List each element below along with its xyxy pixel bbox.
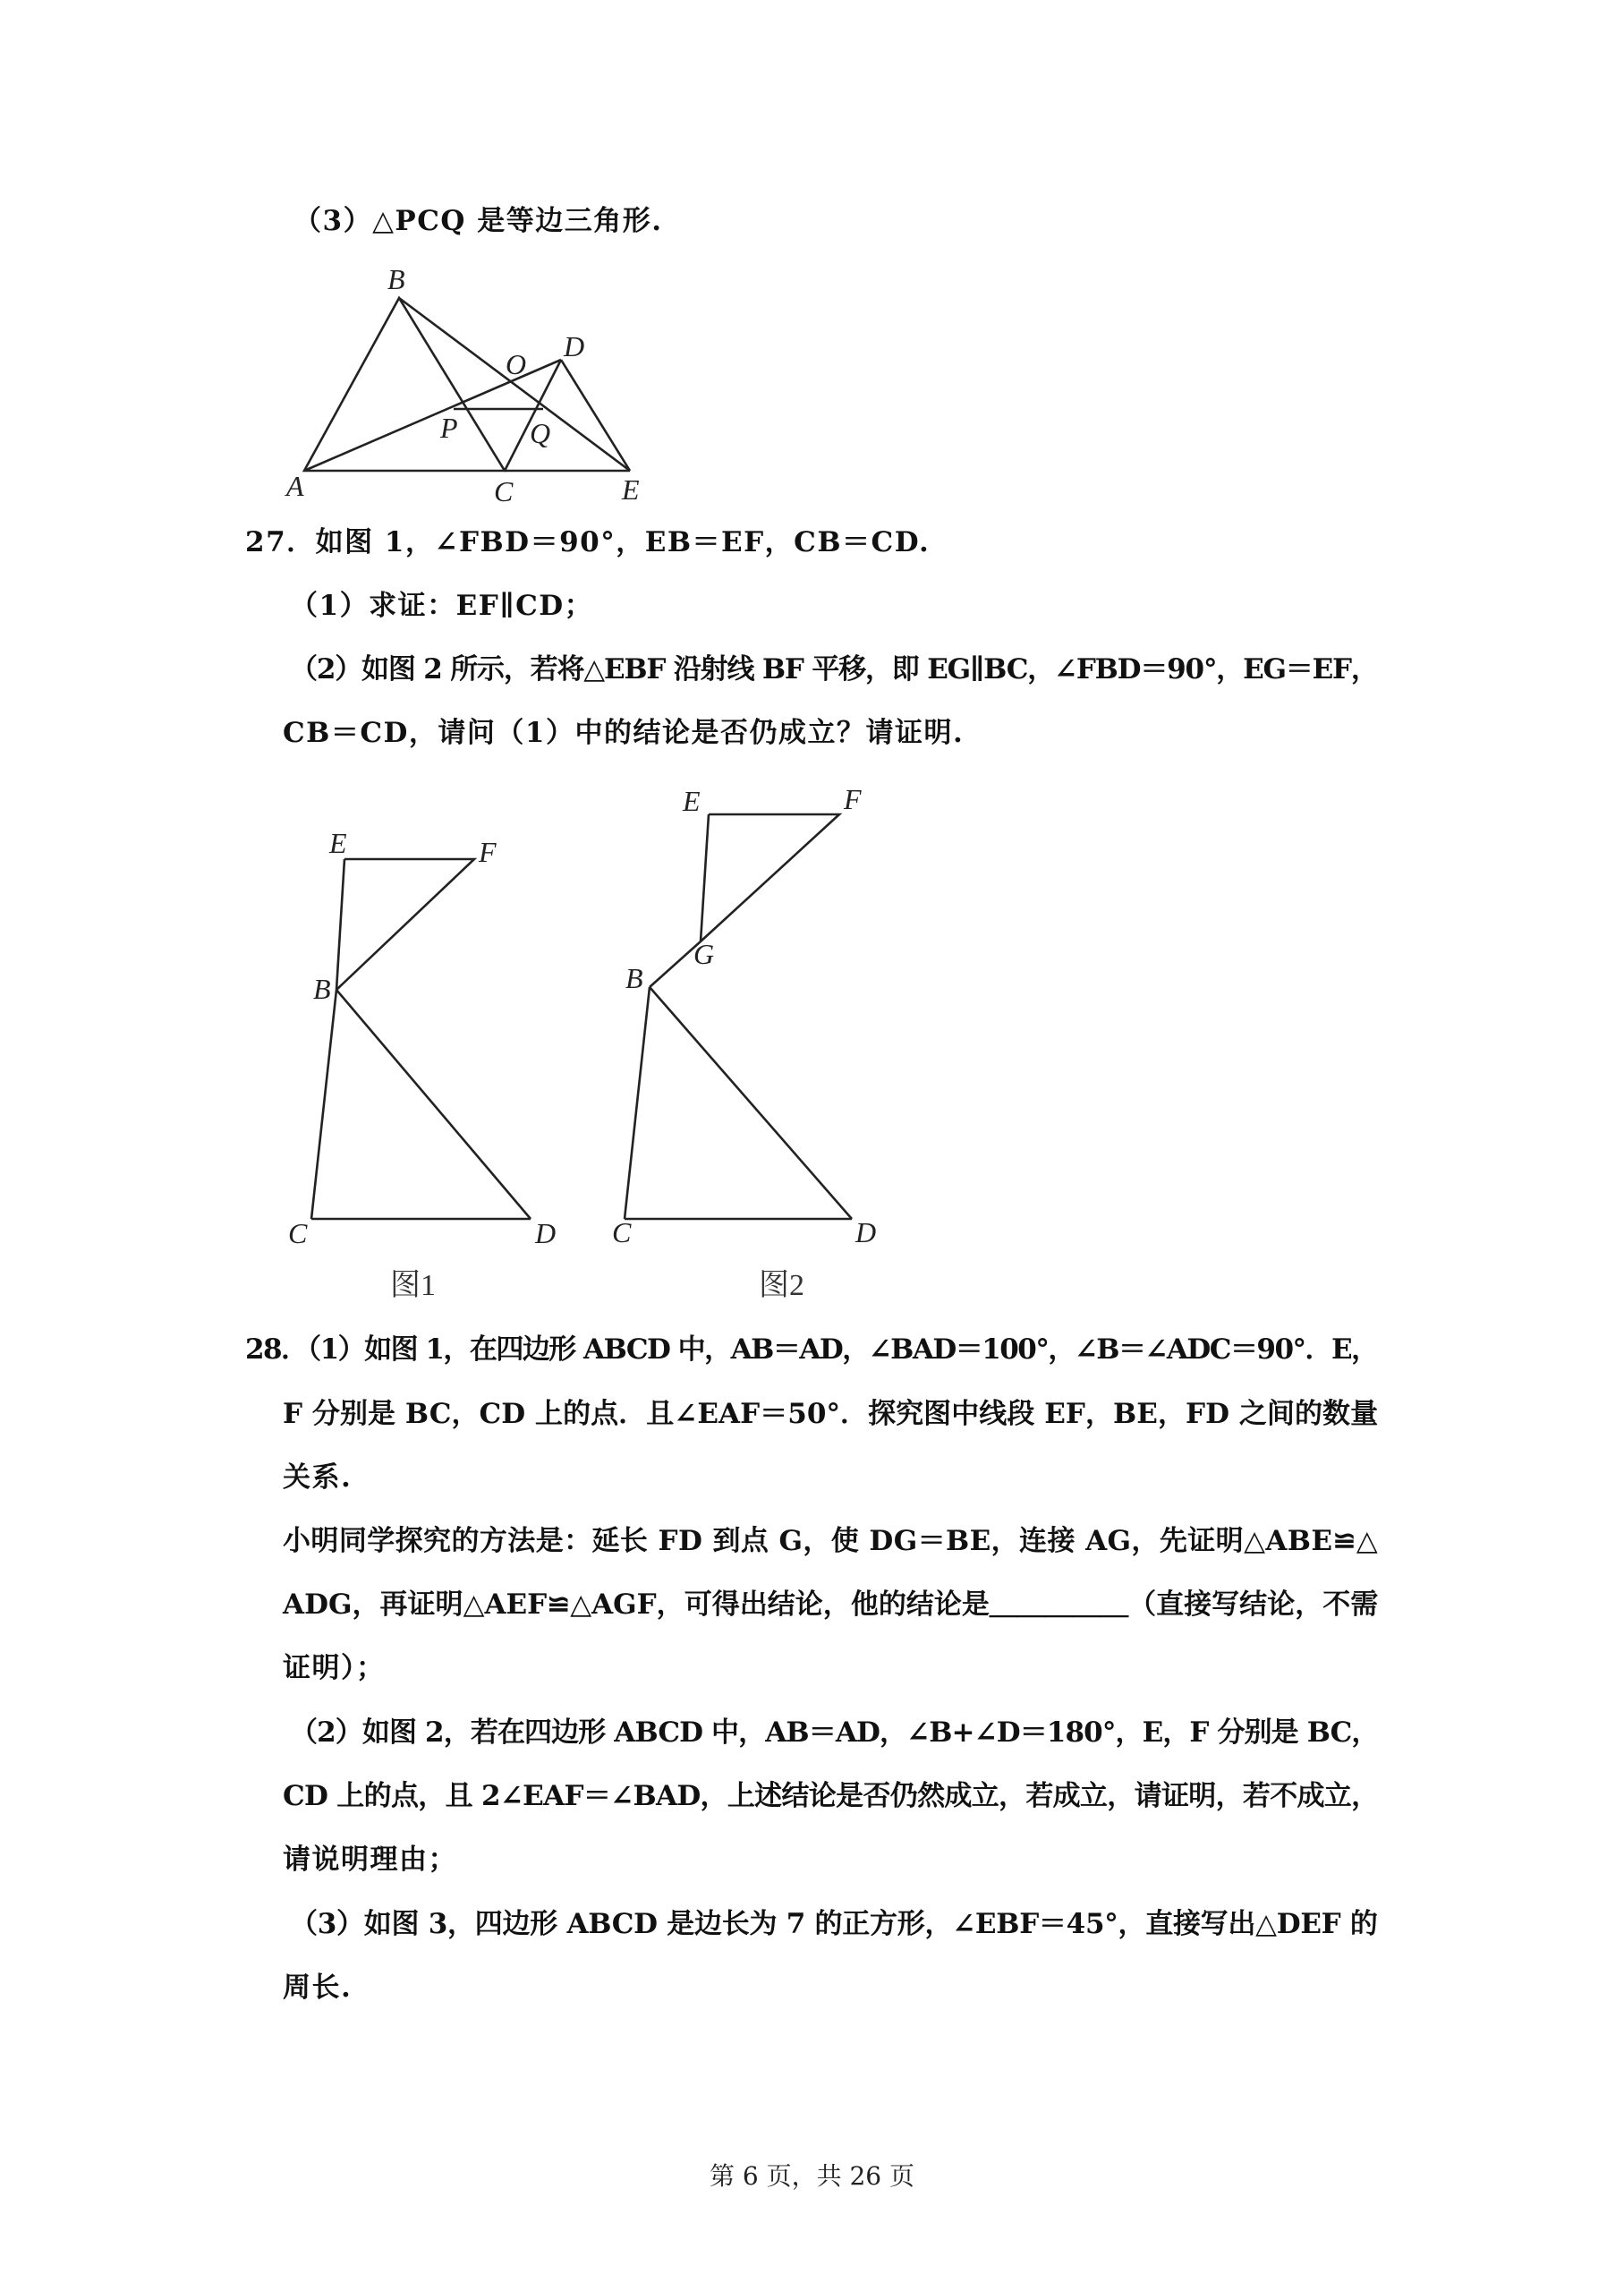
segment-eb [336, 859, 344, 990]
segment-bc [625, 987, 650, 1219]
text-line: CB＝CD，请问（1）中的结论是否仍成立？请证明. [283, 717, 965, 749]
label-o: O [506, 348, 527, 380]
label-b: B [313, 973, 331, 1005]
label-f: F [844, 783, 862, 815]
path-e-f-g [701, 814, 839, 941]
text-line: ADG，再证明△AEF≌△AGF，可得出结论，他的结论是＿＿＿＿＿（直接写结论，不需 [283, 1588, 1379, 1621]
label-e: E [329, 827, 347, 859]
label-d: D [564, 330, 585, 362]
text-line: （2）如图 2 所示，若将△EBF 沿射线 BF 平移，即 EG∥BC，∠FBD＝90°，EG＝EF， [290, 653, 1378, 686]
figure-1 [268, 823, 591, 1253]
label-b: B [625, 962, 643, 994]
text-line: （2）如图 2，若在四边形 ABCD 中，AB＝AD，∠B+∠D＝180°，E，F 分别是 BC， [290, 1716, 1379, 1749]
text-line: F 分别是 BC，CD 上的点．且∠EAF＝50°．探究图中线段 EF，BE，FD 之间的数量 [283, 1398, 1379, 1430]
question-28-heading: 28．（1）如图 1，在四边形 ABCD 中，AB＝AD，∠BAD＝100°，∠B＝∠ADC＝90°．E， [245, 1333, 1378, 1366]
text-line: （1）求证：EF∥CD； [290, 590, 594, 622]
label-c: C [612, 1216, 632, 1248]
label-g: G [693, 938, 715, 970]
text-line: 关系. [283, 1461, 353, 1494]
label-e: E [622, 473, 640, 506]
question-27-heading: 27．如图 1，∠FBD＝90°，EB＝EF，CB＝CD. [245, 526, 931, 558]
page-footer: 第 6 页，共 26 页 [709, 2161, 915, 2191]
label-q: Q [530, 417, 551, 449]
segment-bd [650, 987, 852, 1219]
figure-1-caption: 图1 [390, 1269, 436, 1302]
label-p: P [440, 412, 458, 444]
figure-triangle-pcq [268, 260, 680, 510]
text-line: 请说明理由； [283, 1844, 457, 1876]
text-line: 小明同学探究的方法是：延长 FD 到点 G，使 DG＝BE，连接 AG，先证明△ABE≌△ [283, 1525, 1379, 1557]
label-d: D [535, 1217, 557, 1249]
segment-bd [336, 990, 531, 1219]
segment-de [561, 360, 630, 471]
figure-2-caption: 图2 [759, 1269, 804, 1302]
label-d: D [855, 1216, 877, 1248]
text-line: （3）如图 3，四边形 ABCD 是边长为 7 的正方形，∠EBF＝45°，直接写出△DEF 的 [290, 1908, 1378, 1940]
label-c: C [288, 1217, 308, 1249]
figure-2 [591, 779, 913, 1248]
text-line: 周长. [283, 1972, 353, 2004]
label-e: E [683, 785, 701, 817]
label-c: C [494, 475, 514, 507]
label-f: F [479, 836, 497, 868]
segment-bc [311, 990, 336, 1219]
text-line: （3）△PCQ 是等边三角形. [293, 205, 663, 237]
text-line: 证明）； [283, 1652, 386, 1684]
text-line: CD 上的点，且 2∠EAF＝∠BAD，上述结论是否仍然成立，若成立，请证明，若不成立， [283, 1780, 1379, 1812]
label-b: B [387, 263, 405, 295]
segment-eg [701, 814, 709, 941]
triangle-abc [304, 298, 505, 471]
segment-be [399, 298, 630, 471]
label-a: A [286, 470, 304, 502]
path-e-f-b [336, 859, 474, 990]
